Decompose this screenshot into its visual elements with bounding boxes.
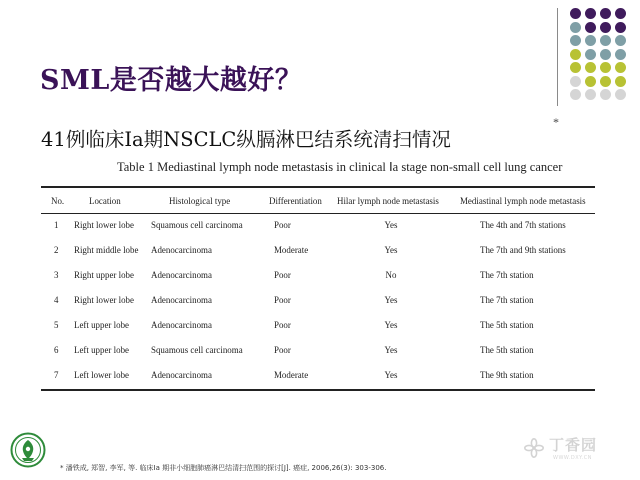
cell-histological-type: Adenocarcinoma: [151, 370, 212, 381]
cell-histological-type: Adenocarcinoma: [151, 320, 212, 331]
decor-dot: [600, 62, 611, 73]
watermark-url-text: WWW.DXY.CN: [553, 455, 592, 461]
decorative-dot-grid: [570, 8, 636, 104]
decor-dot: [570, 22, 581, 33]
cell-no: 3: [54, 270, 59, 281]
header-location: Location: [89, 195, 121, 207]
decor-dot: [615, 76, 626, 87]
cell-location: Right lower lobe: [74, 220, 134, 231]
cell-mediastinal-metastasis: The 7th and 9th stations: [480, 245, 566, 256]
table-row: [41, 363, 595, 388]
table-top-rule: [41, 186, 595, 188]
cell-differentiation: Poor: [274, 320, 291, 331]
decor-dot: [600, 89, 611, 100]
cell-hilar-metastasis: Yes: [384, 245, 398, 256]
table-row: [41, 288, 595, 313]
header-hilar-metastasis: Hilar lymph node metastasis: [337, 195, 439, 207]
watermark-brand-text: 丁香园: [549, 436, 598, 454]
decor-dot: [615, 62, 626, 73]
table-row: [41, 238, 595, 263]
cell-mediastinal-metastasis: The 7th station: [480, 270, 534, 281]
cell-hilar-metastasis: Yes: [384, 295, 398, 306]
cell-no: 2: [54, 245, 59, 256]
cell-histological-type: Adenocarcinoma: [151, 245, 212, 256]
table-row: [41, 313, 595, 338]
cell-differentiation: Moderate: [274, 370, 309, 381]
cell-histological-type: Squamous cell carcinoma: [151, 220, 243, 231]
cell-location: Left lower lobe: [74, 370, 130, 381]
table-caption: Table 1 Mediastinal lymph node metastasis in clinical Ⅰa stage non-small cell lung cancer: [117, 160, 563, 174]
decor-dot: [570, 62, 581, 73]
watermark-flower-icon: [523, 437, 545, 459]
decor-dot: [585, 89, 596, 100]
cell-location: Left upper lobe: [74, 320, 130, 331]
header-histological-type: Histological type: [169, 195, 231, 207]
decor-dot: [585, 8, 596, 19]
cell-hilar-metastasis: Yes: [384, 220, 398, 231]
decor-dot: [600, 22, 611, 33]
cell-differentiation: Moderate: [274, 245, 309, 256]
cell-hilar-metastasis: Yes: [384, 345, 398, 356]
cell-histological-type: Adenocarcinoma: [151, 270, 212, 281]
cell-hilar-metastasis: Yes: [384, 320, 398, 331]
decor-dot: [585, 49, 596, 60]
cell-location: Left upper lobe: [74, 345, 130, 356]
cell-mediastinal-metastasis: The 7th station: [480, 295, 534, 306]
decor-dot: [615, 8, 626, 19]
institution-logo-icon: [10, 432, 46, 468]
decor-dot: [570, 8, 581, 19]
title-divider-line: [557, 8, 558, 106]
decor-dot: [615, 89, 626, 100]
cell-no: 1: [54, 220, 59, 231]
header-no: No.: [51, 195, 65, 207]
decor-dot: [585, 35, 596, 46]
cell-hilar-metastasis: Yes: [384, 370, 398, 381]
header-mediastinal-metastasis: Mediastinal lymph node metastasis: [460, 195, 586, 207]
decor-dot: [615, 35, 626, 46]
decor-dot: [585, 62, 596, 73]
cell-no: 7: [54, 370, 59, 381]
cell-no: 5: [54, 320, 59, 331]
cell-no: 6: [54, 345, 59, 356]
cell-location: Right middle lobe: [74, 245, 139, 256]
slide-subtitle: 41例临床Ⅰa期NSCLC纵膈淋巴结系统清扫情况: [41, 128, 451, 151]
table-row: [41, 213, 595, 238]
cell-mediastinal-metastasis: The 9th station: [480, 370, 534, 381]
decor-dot: [615, 22, 626, 33]
decor-dot: [570, 49, 581, 60]
decor-dot: [585, 76, 596, 87]
table-bottom-rule: [41, 389, 595, 391]
cell-differentiation: Poor: [274, 220, 291, 231]
cell-no: 4: [54, 295, 59, 306]
header-differentiation: Differentiation: [269, 195, 322, 207]
table-header-row: [41, 189, 595, 213]
cell-location: Right upper lobe: [74, 270, 134, 281]
decor-dot: [570, 76, 581, 87]
cell-differentiation: Poor: [274, 345, 291, 356]
decor-dot: [600, 8, 611, 19]
decor-dot: [585, 22, 596, 33]
cell-hilar-metastasis: No: [385, 270, 397, 281]
decor-dot: [600, 35, 611, 46]
cell-differentiation: Poor: [274, 295, 291, 306]
decor-dot: [570, 89, 581, 100]
cell-histological-type: Adenocarcinoma: [151, 295, 212, 306]
table-row: [41, 263, 595, 288]
subtitle-footnote-mark: *: [553, 115, 559, 129]
reference-footnote: * 潘铁成, 郑智, 李军, 等. 临床Ⅰa 期非小细胞肺癌淋巴结清扫范围的探讨[J]. 癌症, 2006,26(3): 303-306.: [60, 464, 387, 472]
cell-histological-type: Squamous cell carcinoma: [151, 345, 243, 356]
cell-location: Right lower lobe: [74, 295, 134, 306]
cell-mediastinal-metastasis: The 5th station: [480, 320, 534, 331]
data-table: [41, 189, 595, 388]
table-row: [41, 338, 595, 363]
decor-dot: [600, 76, 611, 87]
cell-differentiation: Poor: [274, 270, 291, 281]
decor-dot: [600, 49, 611, 60]
slide-title: SML是否越大越好？: [40, 65, 303, 96]
decor-dot: [615, 49, 626, 60]
decor-dot: [570, 35, 581, 46]
cell-mediastinal-metastasis: The 5th station: [480, 345, 534, 356]
cell-mediastinal-metastasis: The 4th and 7th stations: [480, 220, 566, 231]
